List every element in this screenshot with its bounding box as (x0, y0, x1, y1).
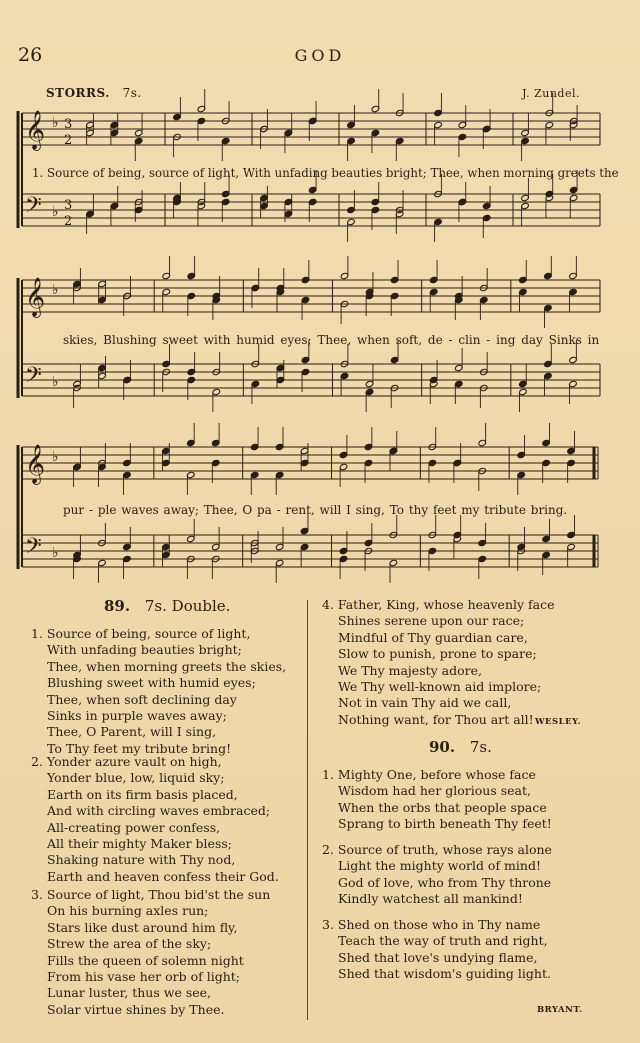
hymn-89-stanza-4-line: Slow to punish, prone to spare; (338, 646, 537, 662)
hymn-90-stanza-2-line: Kindly watchest all mankind! (338, 891, 523, 907)
treble-clef-icon: 𝄞 (25, 110, 46, 150)
hymn-90-stanza-1-line: Wisdom had her glorious seat, (338, 783, 531, 799)
hymn-89-stanza-4-line: Mindful of Thy guardian care, (338, 629, 528, 645)
hymn-89-stanza-4-line: We Thy majesty adore, (338, 662, 483, 678)
bass-clef-icon: 𝄢 (25, 534, 42, 564)
hymn-90-stanza-2 (322, 842, 552, 908)
bass-clef-icon: 𝄢 (25, 363, 42, 393)
hymn-89-stanza-2-line: Yonder blue, low, liquid sky; (47, 770, 225, 786)
hymn-89-stanza-1 (31, 626, 286, 757)
hymn-89-stanza-1-line: Sinks in purple waves away; (47, 708, 227, 724)
hymn-90-stanza-3 (322, 917, 551, 983)
hymn-89-stanza-2-line: 2. Yonder azure vault on high, (31, 754, 222, 769)
treble-clef-icon: 𝄞 (25, 444, 46, 484)
hymn-90-stanza-2-line: God of love, who from Thy throne (338, 874, 552, 890)
hymn-89-stanza-3-line: On his burning axles run; (47, 903, 209, 919)
flat-icon: ♭ (52, 545, 59, 561)
flat-icon: ♭ (52, 449, 59, 465)
hymn-89-stanza-3-line: Lunar luster, thus we see, (47, 985, 212, 1001)
flat-icon: ♭ (52, 282, 59, 298)
hymn-89-number: 89. (104, 597, 131, 615)
hymn-89-stanza-2-line: Earth on its firm basis placed, (47, 786, 238, 802)
hymn-89-stanza-3-line: From his vase her orb of light; (47, 969, 241, 985)
time-sig-icon: 3 (64, 117, 73, 132)
flat-icon: ♭ (52, 115, 59, 131)
hymn-89-stanza-3-line: 3. Source of light, Thou bid'st the sun (31, 887, 271, 902)
hymn-90-stanza-1-line: Sprang to birth beneath Thy feet! (338, 816, 552, 832)
time-sig-icon: 3 (64, 198, 73, 213)
hymn-90-stanza-3-line: Teach the way of truth and right, (338, 933, 548, 949)
hymn-89-stanza-2-line: All their mighty Maker bless; (47, 836, 232, 852)
hymn-90-author: BRYANT. (537, 1005, 583, 1015)
time-sig-icon: 2 (64, 214, 73, 229)
hymn-89-stanza-2-line: Shaking nature with Thy nod, (47, 852, 236, 868)
treble-clef-icon: 𝄞 (25, 277, 46, 317)
hymn-89-stanza-1-line: To Thy feet my tribute bring! (47, 740, 232, 756)
hymn-90-stanza-1-line: When the orbs that people space (338, 799, 547, 815)
hymn-89-stanza-1-line: With unfading beauties bright; (47, 642, 242, 658)
hymn-90-stanza-3-line: Shed that love's undying flame, (338, 949, 538, 965)
hymn-89-stanza-4-line: We Thy well-known aid implore; (338, 679, 542, 695)
hymn-89-stanza-2-line: And with circling waves embraced; (47, 803, 271, 819)
tune-meter: 7s. (122, 86, 142, 100)
hymn-89-meter: 7s. Double. (144, 597, 231, 615)
hymn-89-stanza-1-line: Thee, when morning greets the skies, (47, 658, 287, 674)
time-sig-icon: 2 (64, 133, 73, 148)
hymn-89-heading (104, 597, 230, 615)
hymn-90-stanza-2-line: Light the mighty world of mind! (338, 858, 541, 874)
hymn-90-heading (429, 738, 492, 756)
hymn-89-stanza-3-line: Stars like dust around him fly, (47, 919, 238, 935)
hymn-90-number: 90. (429, 738, 456, 756)
hymn-89-stanza-2-line: All-creating power confess, (47, 819, 221, 835)
composer: J. Zundel. (522, 87, 580, 100)
column-divider (307, 600, 308, 1020)
hymn-89-stanza-3 (31, 887, 270, 1018)
music-lyric-line-3: pur - ple waves away; Thee, O pa - rent, will I sing, To thy feet my tribute bring. (63, 503, 568, 517)
hymn-89-stanza-4-line: Shines serene upon our race; (338, 613, 525, 629)
hymn-89-stanza-2-line: Earth and heaven confess their God. (47, 868, 279, 884)
hymn-90-stanza-1-line: 1. Mighty One, before whose face (322, 767, 536, 782)
hymn-89-stanza-3-line: Fills the queen of solemn night (47, 952, 244, 968)
hymn-89-stanza-4-line: 4. Father, King, whose heavenly face (322, 597, 555, 612)
hymn-90-meter: 7s. (469, 738, 492, 756)
hymn-90-stanza-3-line: 3. Shed on those who in Thy name (322, 917, 541, 932)
hymn-89-stanza-3-line: Strew the area of the sky; (47, 936, 212, 952)
hymn-90-stanza-2-line: 2. Source of truth, whose rays alone (322, 842, 552, 857)
flat-icon: ♭ (52, 204, 59, 220)
hymn-89-stanza-1-line: 1. Source of being, source of light, (31, 626, 251, 641)
tune-name-text: STORRS. (46, 86, 110, 100)
hymn-90-stanza-1 (322, 767, 552, 833)
hymn-89-stanza-1-line: Thee, O Parent, will I sing, (47, 724, 217, 740)
hymn-89-author: WESLEY. (535, 717, 582, 727)
hymn-89-stanza-1-line: Blushing sweet with humid eyes; (47, 675, 256, 691)
hymn-89-stanza-1-line: Thee, when soft declining day (47, 691, 237, 707)
hymn-89-stanza-3-line: Solar virtue shines by Thee. (47, 1001, 225, 1017)
page-number: 26 (18, 44, 43, 66)
hymn-90-stanza-3-line: Shed that wisdom's guiding light. (338, 966, 551, 982)
page-title: GOD (294, 46, 346, 65)
bass-clef-icon: 𝄢 (25, 193, 42, 223)
hymn-89-stanza-2 (31, 754, 279, 885)
hymn-89-stanza-4 (322, 597, 555, 728)
flat-icon: ♭ (52, 374, 59, 390)
music-lyric-line-1: 1. Source of being, source of light, With unfading beauties bright; Thee, when morning greets the (32, 166, 619, 180)
hymn-89-stanza-4-line: Nothing want, for Thou art all! (338, 711, 534, 727)
hymn-89-stanza-4-line: Not in vain Thy aid we call, (338, 695, 512, 711)
music-lyric-line-2: skies, Blushing sweet with humid eyes; Thee, when soft, de - clin - ing day Sinks in (63, 333, 600, 347)
